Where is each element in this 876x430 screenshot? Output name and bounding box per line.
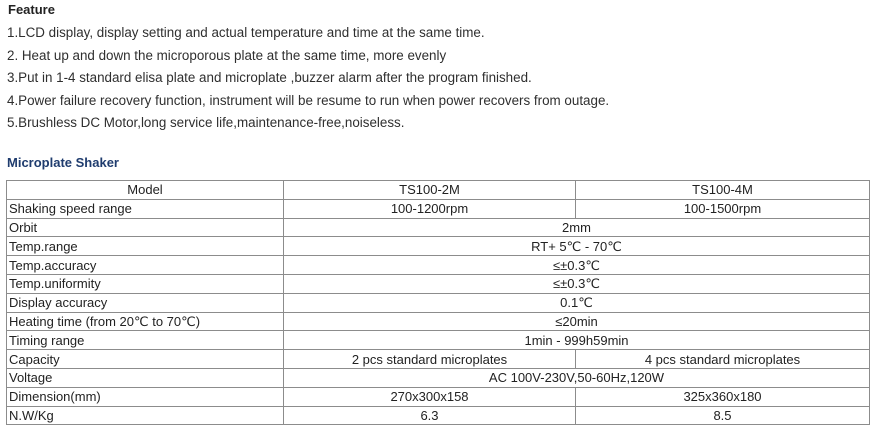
row-label: Shaking speed range (7, 199, 284, 218)
cell-value: ≤±0.3℃ (284, 256, 870, 275)
feature-item: 2. Heat up and down the microporous plate at the same time, more evenly (7, 47, 447, 63)
cell-value: ≤20min (284, 312, 870, 331)
table-row (7, 387, 870, 406)
row-label: Voltage (7, 368, 284, 387)
cell-value: 270x300x158 (284, 387, 576, 406)
cell-value: 2mm (284, 218, 870, 237)
cell-value: 8.5 (576, 406, 870, 425)
cell-value: RT+ 5℃ - 70℃ (284, 237, 870, 256)
row-label: Heating time (from 20℃ to 70℃) (7, 312, 284, 331)
header-ts100-2m: TS100-2M (284, 181, 576, 200)
feature-item: 1.LCD display, display setting and actual temperature and time at the same time. (7, 25, 485, 40)
cell-value: 1min - 999h59min (284, 331, 870, 350)
cell-value: ≤±0.3℃ (284, 274, 870, 293)
row-label: Display accuracy (7, 293, 284, 312)
row-label: Temp.accuracy (7, 256, 284, 275)
row-label: Temp.uniformity (7, 274, 284, 293)
table-row (7, 274, 870, 293)
table-row (7, 237, 870, 256)
table-row (7, 312, 870, 331)
cell-value: 100-1200rpm (284, 199, 576, 218)
table-row (7, 293, 870, 312)
table-row (7, 256, 870, 275)
cell-value: 4 pcs standard microplates (576, 350, 870, 369)
row-label: N.W/Kg (7, 406, 284, 425)
feature-list (7, 22, 609, 135)
header-ts100-4m: TS100-4M (576, 181, 870, 200)
feature-item: 3.Put in 1-4 standard elisa plate and microplate ,buzzer alarm after the program finished. (7, 70, 532, 85)
cell-value: 0.1℃ (284, 293, 870, 312)
table-row (7, 218, 870, 237)
table-row (7, 368, 870, 387)
header-model: Model (7, 181, 284, 200)
row-label: Timing range (7, 331, 284, 350)
cell-value: 325x360x180 (576, 387, 870, 406)
feature-item: 4.Power failure recovery function, instrument will be resume to run when power recovers from outage. (7, 92, 610, 108)
spec-table (6, 180, 870, 425)
cell-value: AC 100V-230V,50-60Hz,120W (284, 368, 870, 387)
spec-heading: Microplate Shaker (7, 155, 119, 170)
feature-item: 5.Brushless DC Motor,long service life,maintenance-free,noiseless. (7, 115, 405, 130)
row-label: Dimension(mm) (7, 387, 284, 406)
row-label: Orbit (7, 218, 284, 237)
cell-value: 6.3 (284, 406, 576, 425)
cell-value: 2 pcs standard microplates (284, 350, 576, 369)
table-row (7, 350, 870, 369)
table-row (7, 331, 870, 350)
feature-heading: Feature (8, 2, 55, 17)
row-label: Capacity (7, 350, 284, 369)
cell-value: 100-1500rpm (576, 199, 870, 218)
table-row (7, 406, 870, 425)
table-row (7, 199, 870, 218)
table-header-row (7, 181, 870, 200)
row-label: Temp.range (7, 237, 284, 256)
